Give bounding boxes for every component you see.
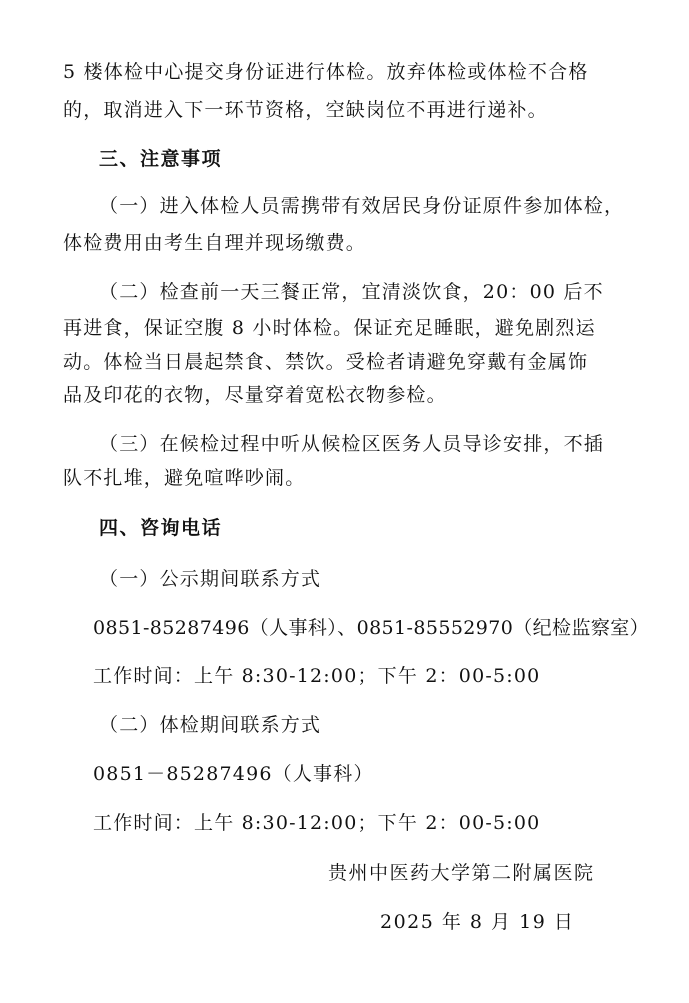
- section-3-item-2-line-4: 品及印花的衣物，尽量穿着宽松衣物参检。: [63, 384, 447, 406]
- signature-date: 2025 年 8 月 19 日: [380, 911, 575, 933]
- section-3-item-2-line-3: 动。体检当日晨起禁食、禁饮。受检者请避免穿戴有金属饰: [63, 351, 589, 373]
- exam-period-label: （二）体检期间联系方式: [99, 714, 322, 736]
- section-3-item-3-line-2: 队不扎堆，避免喧哗吵闹。: [63, 467, 306, 489]
- section-3-item-1-line-1: （一）进入体检人员需携带有效居民身份证原件参加体检，: [99, 195, 625, 217]
- section-3-item-2-line-2: 再进食，保证空腹 8 小时体检。保证充足睡眠，避免剧烈运: [63, 317, 596, 339]
- section-3-item-1-line-2: 体检费用由考生自理并现场缴费。: [63, 232, 367, 254]
- section-3-item-2-line-1: （二）检查前一天三餐正常，宜清淡饮食，20：00 后不: [99, 281, 604, 303]
- section-3-item-3-line-1: （三）在候检过程中听从候检区医务人员导诊安排，不插: [99, 433, 605, 455]
- intro-line-1: 5 楼体检中心提交身份证进行体检。放弃体检或体检不合格: [63, 61, 589, 83]
- exam-period-hours: 工作时间：上午 8:30-12:00；下午 2：00-5:00: [93, 812, 541, 834]
- section-3-title: 三、注意事项: [99, 148, 223, 170]
- section-4-title: 四、咨询电话: [99, 517, 223, 539]
- intro-line-2: 的，取消进入下一环节资格，空缺岗位不再进行递补。: [63, 99, 548, 121]
- signature-organization: 贵州中医药大学第二附属医院: [328, 862, 595, 884]
- public-period-label: （一）公示期间联系方式: [99, 568, 322, 590]
- public-period-hours: 工作时间：上午 8:30-12:00；下午 2：00-5:00: [93, 665, 541, 687]
- exam-period-phones: 0851－85287496（人事科）: [93, 763, 374, 785]
- public-period-phones: 0851-85287496（人事科）、0851-85552970（纪检监察室）: [93, 617, 650, 639]
